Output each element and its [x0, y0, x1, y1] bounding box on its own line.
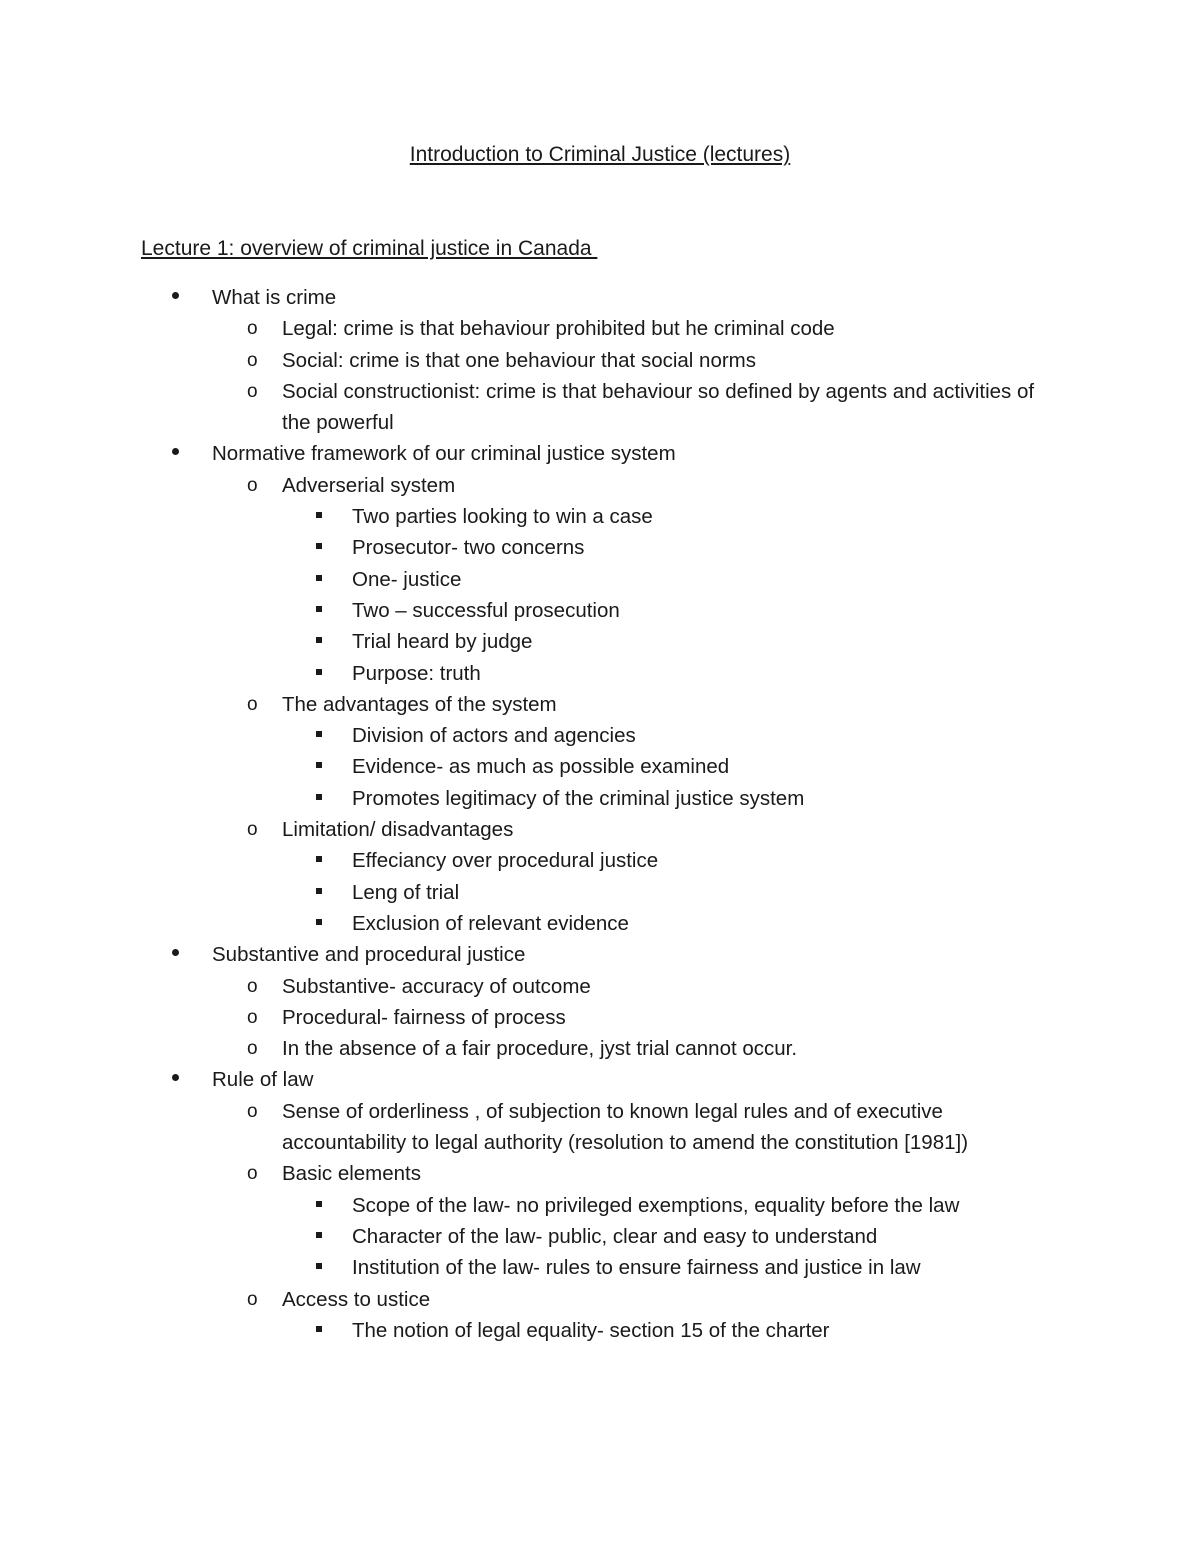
- bullet-square-icon: [316, 595, 322, 626]
- outline-item-text: Promotes legitimacy of the criminal justice system: [352, 786, 805, 810]
- bullet-square-icon: [316, 1221, 322, 1252]
- outline-item-text: Exclusion of relevant evidence: [352, 911, 629, 935]
- bullet-dot-icon: [172, 438, 179, 469]
- outline-item-text: Evidence- as much as possible examined: [352, 755, 730, 779]
- bullet-circle-icon: [247, 1284, 258, 1315]
- outline-item-level-2: [0, 1002, 1200, 1033]
- outline-item-level-3: [0, 845, 1200, 876]
- bullet-square-icon: [316, 626, 322, 657]
- outline-item-level-1: [0, 282, 1200, 313]
- outline-item-text: Trial heard by judge: [352, 630, 533, 654]
- outline-item-level-3: [0, 1221, 1200, 1252]
- outline-item-level-1: [0, 939, 1200, 970]
- outline-item-text: Procedural- fairness of process: [282, 1005, 566, 1029]
- outline-item-text: Prosecutor- two concerns: [352, 536, 585, 560]
- outline-item-text: In the absence of a fair procedure, jyst trial cannot occur.: [282, 1037, 798, 1061]
- bullet-square-icon: [316, 751, 322, 782]
- bullet-circle-icon: [247, 345, 258, 376]
- outline-item-level-3: [0, 751, 1200, 782]
- bullet-circle-icon: [247, 814, 258, 845]
- outline-item-level-2: [0, 313, 1200, 344]
- bullet-square-icon: [316, 720, 322, 751]
- bullet-dot-icon: [172, 1064, 179, 1095]
- outline-item-text: Sense of orderliness , of subjection to known legal rules and of executive accountability to legal authority (resolution to amend the constitution [1981]): [282, 1099, 969, 1155]
- bullet-square-icon: [316, 1190, 322, 1221]
- outline-item-text: Normative framework of our criminal justice system: [212, 442, 676, 466]
- outline-item-level-3: [0, 564, 1200, 595]
- bullet-circle-icon: [247, 376, 258, 407]
- document-title: Introduction to Criminal Justice (lectures): [409, 143, 791, 166]
- bullet-circle-icon: [247, 689, 258, 720]
- outline-item-text: Legal: crime is that behaviour prohibited but he criminal code: [282, 317, 835, 341]
- bullet-circle-icon: [247, 470, 258, 501]
- outline-item-text: Leng of trial: [352, 880, 460, 904]
- outline-item-level-2: [0, 971, 1200, 1002]
- outline-item-text: Access to ustice: [282, 1287, 431, 1311]
- bullet-dot-icon: [172, 939, 179, 970]
- outline-item-text: The advantages of the system: [282, 692, 557, 716]
- bullet-square-icon: [316, 501, 322, 532]
- outline-item-level-3: [0, 877, 1200, 908]
- outline-item-level-3: [0, 626, 1200, 657]
- outline-item-level-3: [0, 1252, 1200, 1283]
- bullet-square-icon: [316, 658, 322, 689]
- outline-item-level-3: [0, 1315, 1200, 1346]
- bullet-circle-icon: [247, 1002, 258, 1033]
- outline-item-text: Substantive and procedural justice: [212, 943, 526, 967]
- outline-item-level-3: [0, 658, 1200, 689]
- bullet-square-icon: [316, 845, 322, 876]
- outline-item-level-3: [0, 532, 1200, 563]
- outline-item-text: Two parties looking to win a case: [352, 505, 653, 529]
- outline-item-text: What is crime: [212, 286, 337, 309]
- bullet-dot-icon: [172, 282, 179, 313]
- bullet-circle-icon: [247, 1096, 258, 1127]
- bullet-square-icon: [316, 908, 322, 939]
- outline-item-text: Rule of law: [212, 1068, 314, 1092]
- outline-item-level-3: [0, 1190, 1200, 1221]
- outline-item-level-2: [0, 1096, 1200, 1159]
- outline-item-text: Division of actors and agencies: [352, 724, 636, 748]
- bullet-square-icon: [316, 1315, 322, 1346]
- bullet-circle-icon: [247, 971, 258, 1002]
- bullet-square-icon: [316, 877, 322, 908]
- bullet-circle-icon: [247, 1033, 258, 1064]
- bullet-square-icon: [316, 783, 322, 814]
- outline-item-text: One- justice: [352, 567, 462, 591]
- lecture-outline: [0, 282, 1200, 1346]
- outline-item-level-1: [0, 438, 1200, 469]
- outline-item-level-2: [0, 376, 1200, 439]
- outline-item-level-2: [0, 345, 1200, 376]
- outline-item-level-3: [0, 501, 1200, 532]
- bullet-circle-icon: [247, 1158, 258, 1189]
- outline-item-level-2: [0, 814, 1200, 845]
- outline-item-level-3: [0, 595, 1200, 626]
- outline-item-text: Adverserial system: [282, 473, 456, 497]
- outline-item-text: Basic elements: [282, 1162, 422, 1186]
- outline-item-text: Purpose: truth: [352, 661, 481, 685]
- outline-item-level-2: [0, 689, 1200, 720]
- outline-item-level-2: [0, 1033, 1200, 1064]
- outline-item-text: Two – successful prosecution: [352, 598, 620, 622]
- outline-item-text: The notion of legal equality- section 15 of the charter: [352, 1318, 830, 1342]
- outline-item-text: Scope of the law- no privileged exemptions, equality before the law: [352, 1193, 960, 1217]
- outline-item-level-2: [0, 1284, 1200, 1315]
- bullet-square-icon: [316, 532, 322, 563]
- outline-item-text: Effeciancy over procedural justice: [352, 849, 659, 873]
- outline-item-text: Limitation/ disadvantages: [282, 818, 514, 842]
- outline-item-level-3: [0, 783, 1200, 814]
- bullet-square-icon: [316, 1252, 322, 1283]
- outline-item-level-3: [0, 908, 1200, 939]
- outline-item-level-3: [0, 720, 1200, 751]
- bullet-square-icon: [316, 564, 322, 595]
- bullet-circle-icon: [247, 313, 258, 344]
- outline-item-text: Social: crime is that one behaviour that social norms: [282, 348, 757, 372]
- outline-item-text: Institution of the law- rules to ensure fairness and justice in law: [352, 1256, 921, 1280]
- outline-item-text: Substantive- accuracy of outcome: [282, 974, 591, 998]
- outline-item-level-2: [0, 1158, 1200, 1189]
- outline-item-text: Character of the law- public, clear and easy to understand: [352, 1224, 878, 1248]
- outline-item-level-1: [0, 1064, 1200, 1095]
- lecture-heading: Lecture 1: overview of criminal justice in Canada: [141, 237, 598, 260]
- outline-item-text: Social constructionist: crime is that behaviour so defined by agents and activities of the powerful: [282, 379, 1035, 435]
- outline-item-level-2: [0, 470, 1200, 501]
